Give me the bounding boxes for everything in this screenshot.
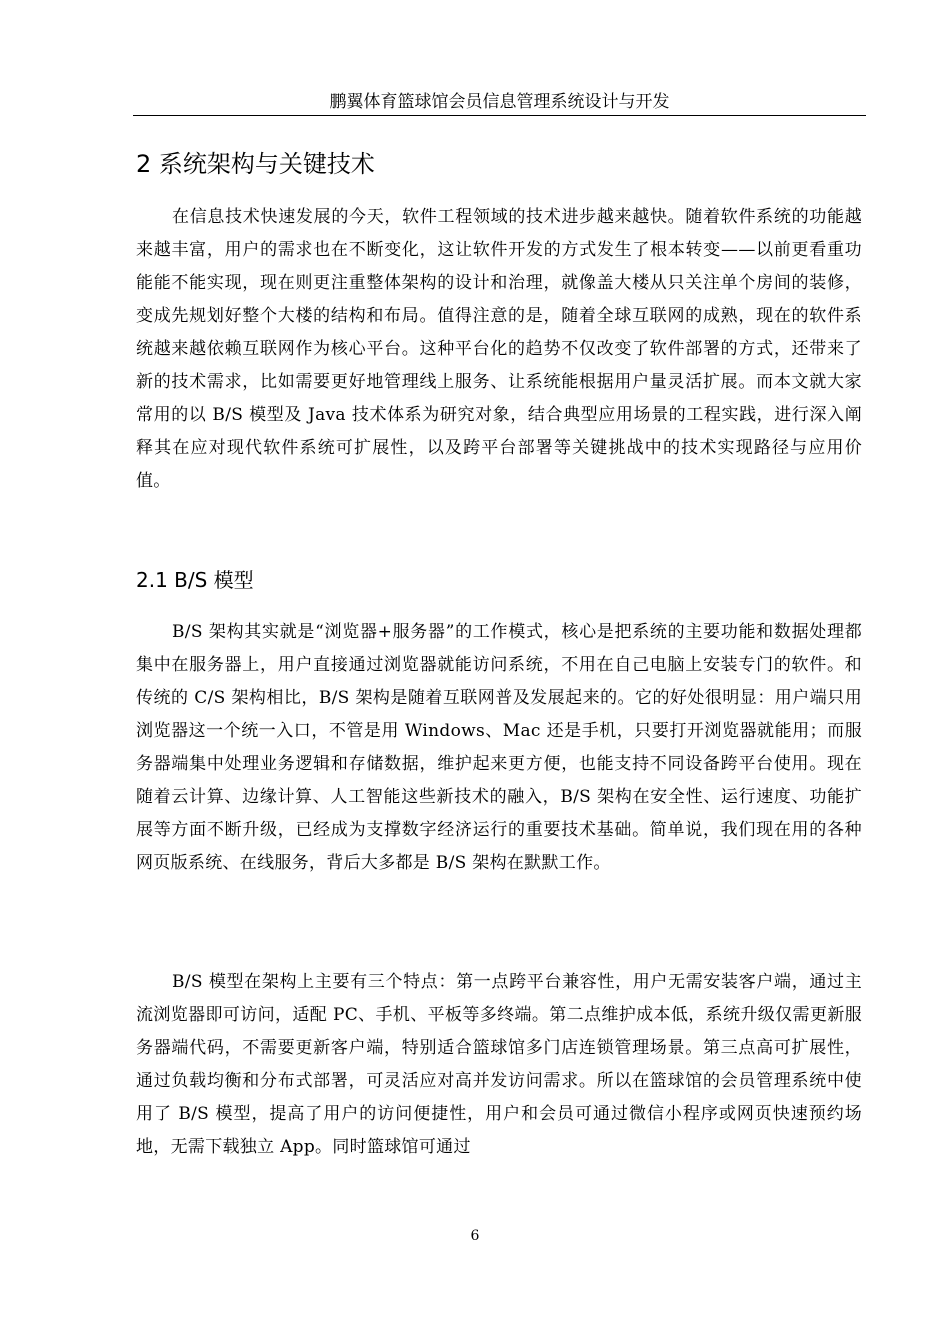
page-number: 6 [470,1228,480,1244]
section-title: 2.1 B/S 模型 [136,568,254,592]
header-rule [133,115,866,116]
section-paragraph: B/S 架构其实就是“浏览器+服务器”的工作模式，核心是把系统的主要功能和数据处理都集中在服务器上，用户直接通过浏览器就能访问系统，不用在自己电脑上安装专门的软件。和传统的 C/S 架构相比，B/S 架构是随着互联网普及发展起来的。它的好处很明显：用户端只用浏览器这一个统一入口，不管是用 Windows、Mac 还是手机，只要打开浏览器就能用；而服务器端集中处理业务逻辑和存储数据，维护起来更方便，也能支持不同设备跨平台使用。现在随着云计算、边缘计算、人工智能这些新技术的融入，B/S 架构在安全性、运行速度、功能扩展等方面不断升级，已经成为支撑数字经济运行的重要技术基础。简单说，我们现在用的各种网页版系统、在线服务，背后大多都是 B/S 架构在默默工作。 [136,622,862,873]
chapter-intro-paragraph: 在信息技术快速发展的今天，软件工程领域的技术进步越来越快。随着软件系统的功能越来越丰富，用户的需求也在不断变化，这让软件开发的方式发生了根本转变——以前更看重功能能不能实现，现在则更注重整体架构的设计和治理，就像盖大楼从只关注单个房间的装修，变成先规划好整个大楼的结构和布局。值得注意的是，随着全球互联网的成熟，现在的软件系统越来越依赖互联网作为核心平台。这种平台化的趋势不仅改变了软件部署的方式，还带来了新的技术需求，比如需要更好地管理线上服务、让系统能根据用户量灵活扩展。而本文就大家常用的以 B/S 模型及 Java 技术体系为研究对象，结合典型应用场景的工程实践，进行深入阐释其在应对现代软件系统可扩展性，以及跨平台部署等关键挑战中的技术实现路径与应用价值。 [136,207,862,491]
running-header: 鹏翼体育篮球馆会员信息管理系统设计与开发 [329,92,670,112]
chapter-title: 2 系统架构与关键技术 [136,150,375,178]
section-paragraph: B/S 模型在架构上主要有三个特点：第一点跨平台兼容性，用户无需安装客户端，通过主流浏览器即可访问，适配 PC、手机、平板等多终端。第二点维护成本低，系统升级仅需更新服务器端代码，不需要更新客户端，特别适合篮球馆多门店连锁管理场景。第三点高可扩展性，通过负载均衡和分布式部署，可灵活应对高并发访问需求。所以在篮球馆的会员管理系统中使用了 B/S 模型，提高了用户的访问便捷性，用户和会员可通过微信小程序或网页快速预约场地，无需下载独立 App。同时篮球馆可通过 [136,972,862,1157]
